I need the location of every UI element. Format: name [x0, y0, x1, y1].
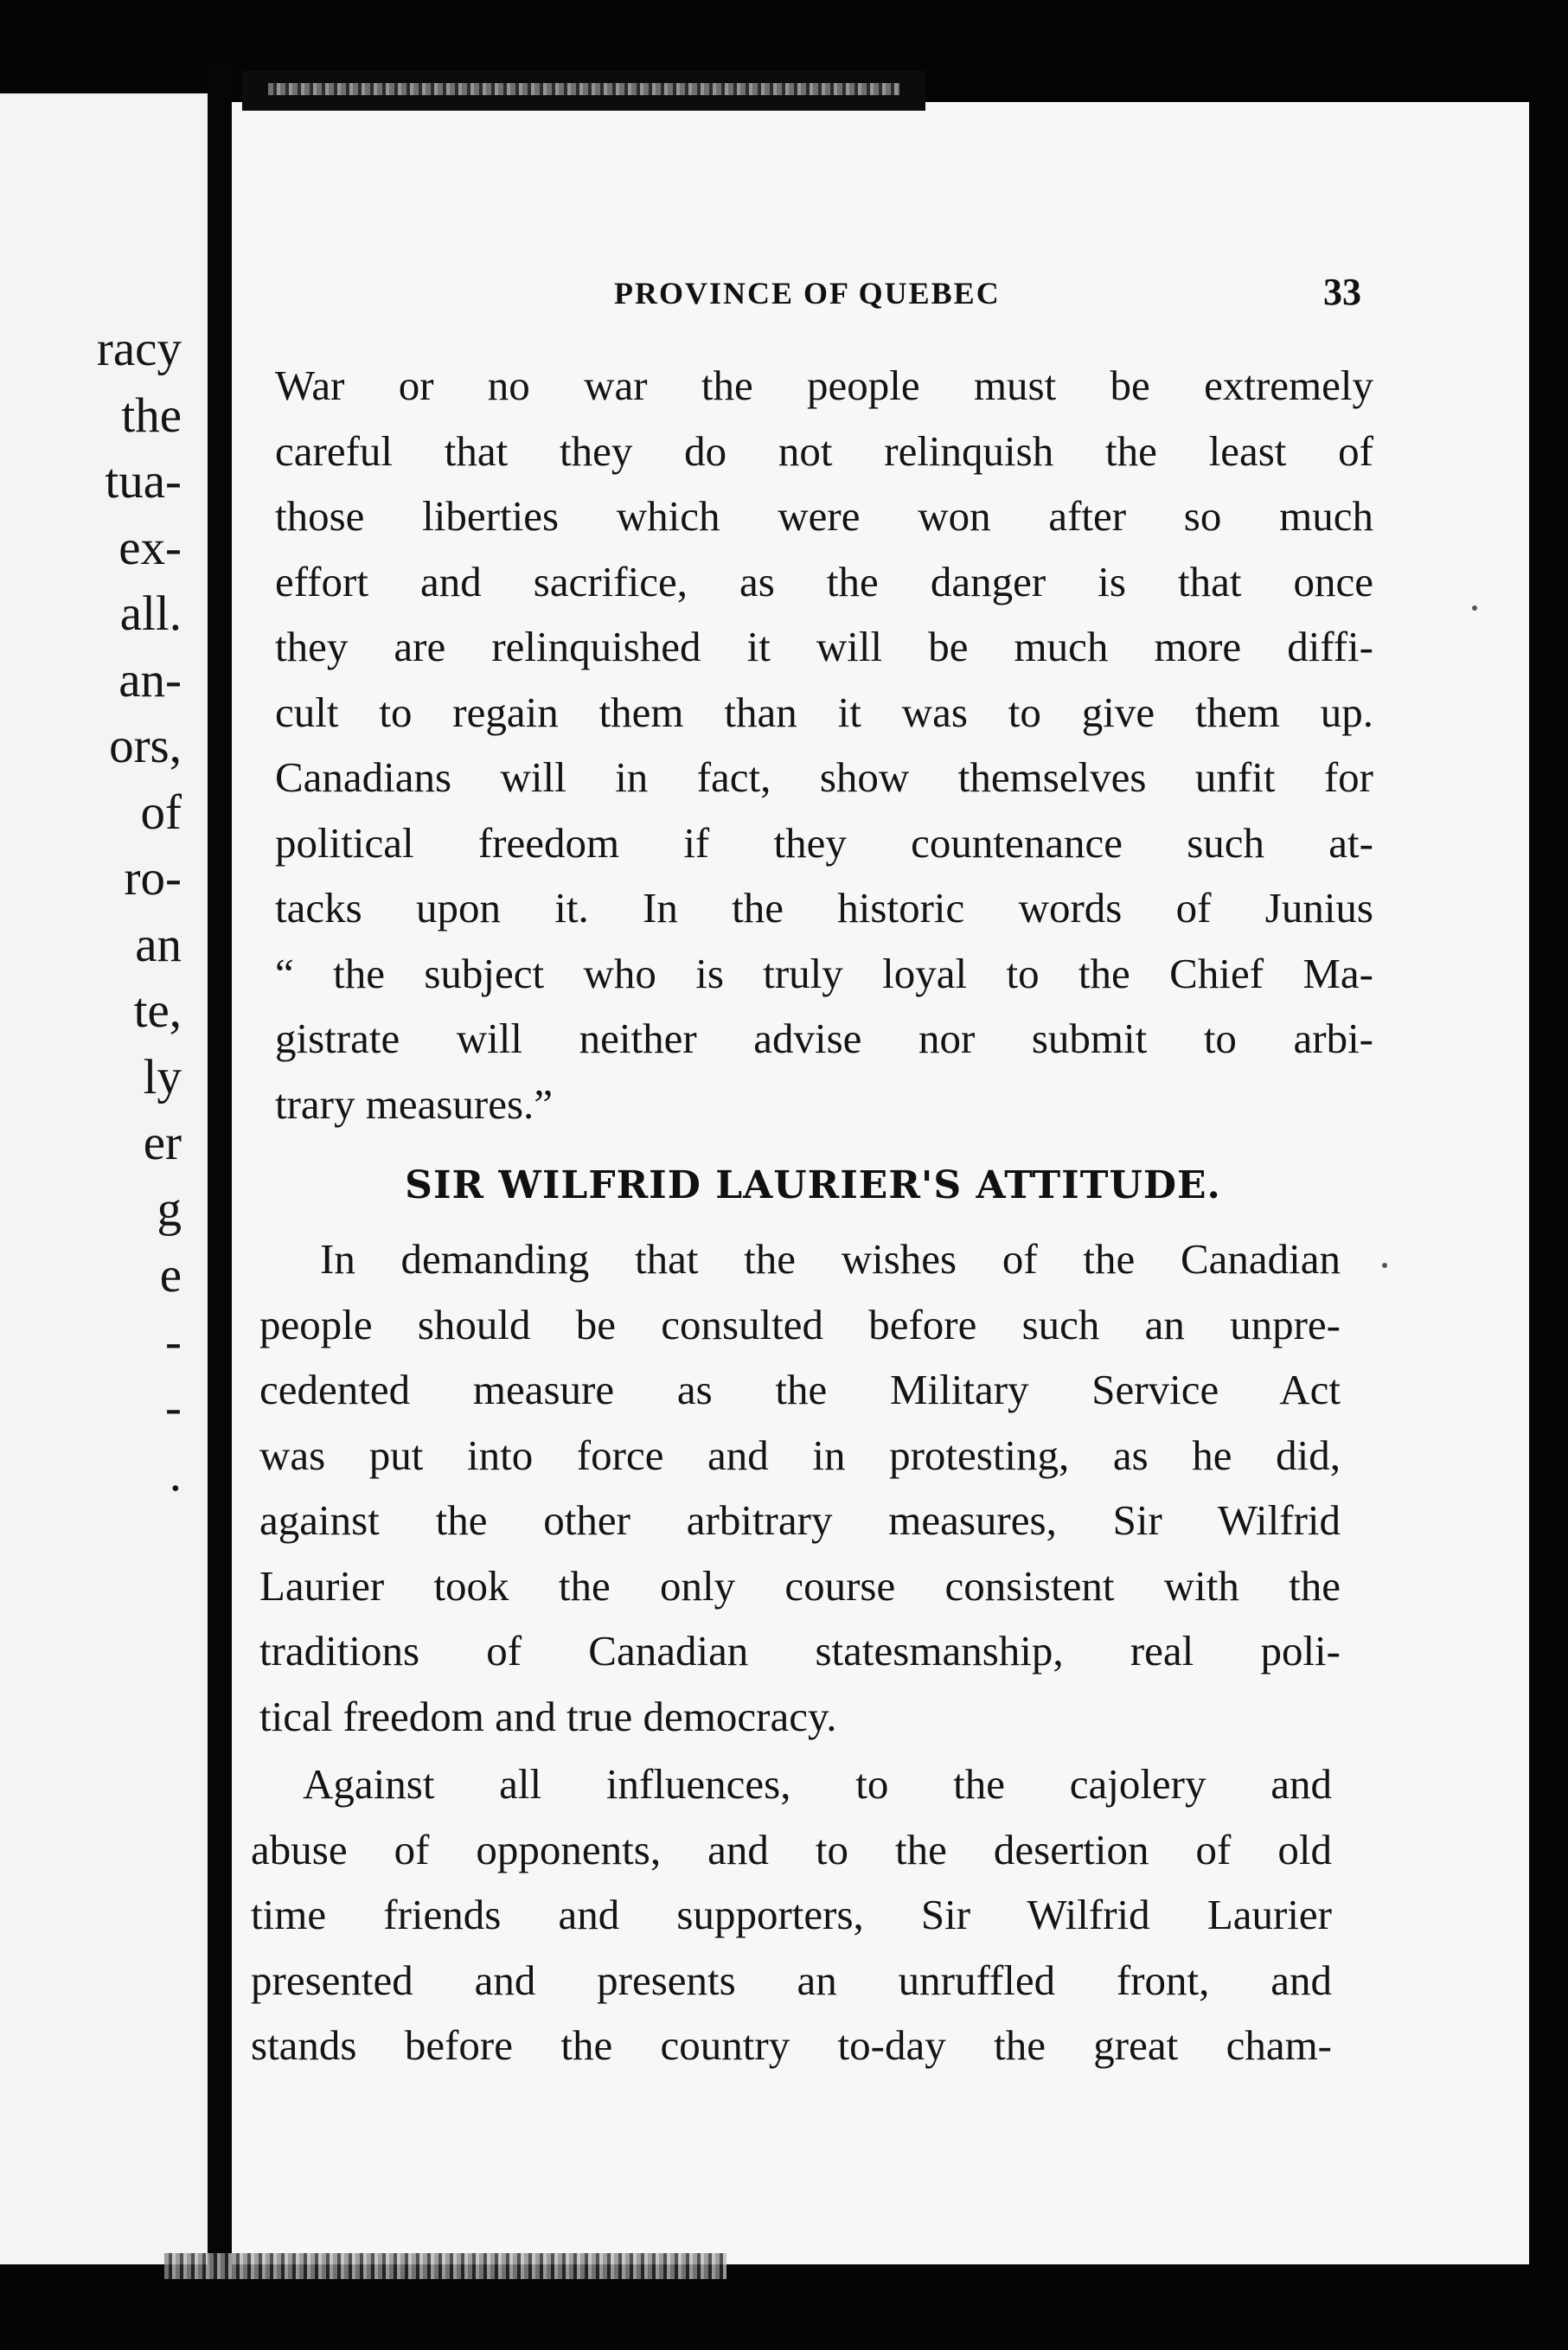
paragraph-3 [251, 1751, 1332, 2078]
text-line: gistrate will neither advise nor submit to arbi- [275, 1015, 1373, 1062]
fragment-line: - [165, 1380, 182, 1435]
page-number: 33 [1323, 271, 1361, 313]
text-line: Laurier took the only course consistent with the [259, 1561, 1341, 1610]
fragment-line: all. [119, 586, 182, 641]
fragment-line: of [140, 784, 182, 840]
running-title: PROVINCE OF QUEBEC [614, 276, 1001, 311]
text-line: tical freedom and true democracy. [259, 1692, 837, 1740]
scan-speck [1382, 1263, 1387, 1268]
fragment-line: ors, [109, 719, 182, 773]
text-line: War or no war the people must be extremely [275, 362, 1373, 409]
fragment-line: te, [133, 983, 182, 1038]
text-line: against the other arbitrary measures, Sir Wilfrid [259, 1496, 1341, 1544]
previous-page-fragments [9, 317, 182, 1508]
fragment-line: . [169, 1446, 182, 1502]
text-line: stands before the country to-day the great cham- [251, 2021, 1332, 2069]
text-line: people should be consulted before such an unpre- [259, 1300, 1341, 1348]
text-line: time friends and supporters, Sir Wilfrid Laurier [251, 1891, 1332, 1938]
fragment-line: er [143, 1116, 182, 1170]
text-line: careful that they do not relinquish the least of [275, 426, 1373, 475]
text-line: Against all influences, to the cajolery and [303, 1760, 1332, 1808]
text-line: presented and presents an unruffled front, and [251, 1956, 1332, 2004]
text-line: traditions of Canadian statesmanship, real poli- [259, 1627, 1341, 1674]
fragment-line: ro- [124, 851, 182, 906]
page-gutter [208, 61, 234, 2275]
fragment-line: g [157, 1181, 182, 1237]
text-line: tacks upon it. In the historic words of Junius [275, 884, 1373, 932]
fragment-line: - [165, 1314, 182, 1369]
fragment-line: e [159, 1248, 182, 1303]
fragment-line: tua- [105, 454, 182, 509]
section-heading: SIR WILFRID LAURIER'S ATTITUDE. [405, 1163, 1221, 1207]
fragment-line: ly [143, 1049, 182, 1105]
text-line: they are relinquished it will be much more diffi- [275, 623, 1373, 670]
text-line: political freedom if they countenance such at- [275, 818, 1373, 867]
text-line: was put into force and in protesting, as he did, [259, 1431, 1341, 1479]
text-line: effort and sacrifice, as the danger is that once [275, 557, 1373, 605]
text-line: cedented measure as the Military Service Act [259, 1366, 1341, 1413]
scan-speck [1472, 605, 1477, 611]
scan-top-edge [242, 71, 925, 111]
fragment-line: the [121, 387, 182, 443]
fragment-line: an [135, 917, 182, 972]
running-head [0, 271, 1384, 327]
text-line: “ the subject who is truly loyal to the Chief Ma- [275, 949, 1373, 997]
scan-bottom-edge [164, 2253, 726, 2279]
paragraph-2 [259, 1226, 1341, 1749]
fragment-line: an- [118, 652, 182, 708]
fragment-line: ex- [118, 520, 182, 575]
paragraph-1 [275, 353, 1373, 1137]
text-line: trary measures.” [275, 1079, 554, 1128]
text-line: abuse of opponents, and to the desertion of old [251, 1825, 1332, 1873]
text-line: In demanding that the wishes of the Canadian [320, 1235, 1341, 1283]
fragment-line: racy [96, 322, 182, 376]
previous-page-margin [0, 93, 208, 2264]
text-line: cult to regain them than it was to give them up. [275, 688, 1373, 736]
text-line: those liberties which were won after so much [275, 492, 1373, 540]
text-line: Canadians will in fact, show themselves unfit for [275, 753, 1373, 801]
